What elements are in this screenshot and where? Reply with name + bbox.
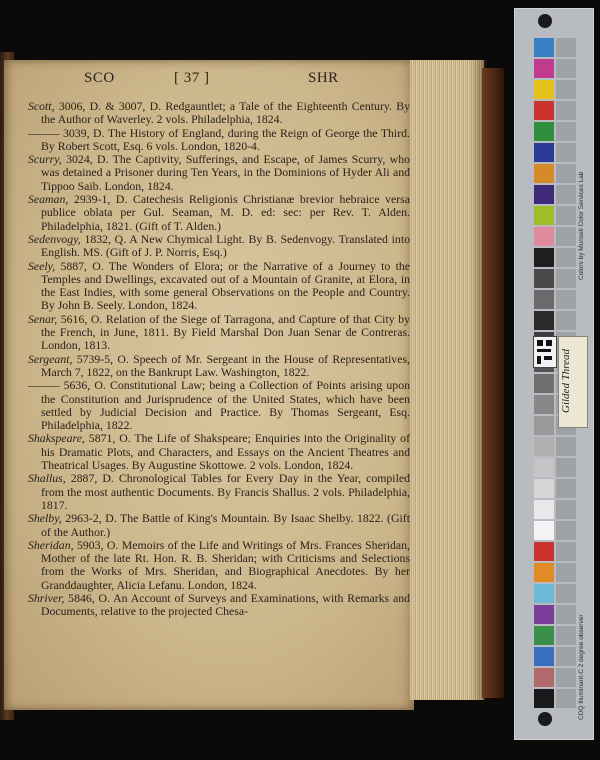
entry-text: 5903, O. Memoirs of the Life and Writings of Mrs. Frances Sheridan, Mother of the late Rt. Hon. R. B. Sheridan; with Criticisms and Selections from the Works of Mrs. Sheridan, and Biographical Anecdotes. By her Granddaughter, Alicia Lefanu. London, 1824. [41, 537, 410, 592]
entry-text: 5739-5, O. Speech of Mr. Sergeant in the House of Representatives, March 7, 1822, on the Bankrupt Law. Washington, 1822. [41, 351, 410, 379]
density-cell [556, 584, 576, 603]
entry-text: 5887, O. The Wonders of Elora; or the Narrative of a Journey to the Temples and Dwellings, excavated out of a Mountain of Granite, at Elora, in the East Indies, with some general Observations on the People and Country. By John B. Seely. London, 1824. [41, 258, 410, 313]
density-cell [556, 80, 576, 99]
entry-text: 5636, O. Constitutional Law; being a Collection of Points arising upon the Constitution and Jurisprudence of the United States, which have been settled by Judicial Decision and Practice. By Thomas Sergeant, Esq. Philadelphia, 1822. [41, 378, 410, 433]
catalog-entry [28, 260, 410, 313]
color-swatch [534, 437, 554, 456]
entry-author: Shriver, [28, 590, 65, 605]
color-swatch [534, 500, 554, 519]
density-cell [556, 500, 576, 519]
catalog-entry [28, 233, 410, 260]
page-number: [ 37 ] [174, 70, 210, 86]
entry-author: Scurry, [28, 152, 62, 167]
color-swatch [534, 374, 554, 393]
entry-text: 5846, O. An Account of Surveys and Examinations, with Remarks and Documents, relative to the projected Chesa- [41, 590, 410, 619]
density-cell [556, 647, 576, 666]
entry-author: Shelby, [28, 511, 62, 526]
density-cell [556, 143, 576, 162]
color-swatch [534, 416, 554, 435]
density-cell [556, 626, 576, 645]
color-swatch [534, 80, 554, 99]
entry-text: 2939-1, D. Catechesis Religionis Christianæ brevior hebraice versa publice oblata per Gul. Seaman, M. D. ed: sec: per Rev. T. Alden. Philadelphia, 1821. (Gift of T. Alden.) [41, 192, 410, 233]
entry-author: Shallus, [28, 471, 66, 486]
color-swatch [534, 647, 554, 666]
entry-text: 3006, D. & 3007, D. Redgauntlet; a Tale of the Eighteenth Century. By the Author of Waverley. 2 vols. Philadelphia, 1824. [41, 99, 410, 127]
color-swatch [534, 563, 554, 582]
entry-author: Scott, [28, 99, 55, 113]
entry-text: 3024, D. The Captivity, Sufferings, and Escape, of James Scurry, who was detained a Prisoner during Ten Years, in the Dominions of Hyder Ali and Tippoo Saib. London, 1824. [41, 152, 410, 193]
color-swatch [534, 101, 554, 120]
entry-author: Senar, [28, 311, 58, 326]
header-right: SHR [308, 70, 339, 86]
density-cell [556, 521, 576, 540]
entry-author: Seely, [28, 258, 56, 273]
density-cell [556, 248, 576, 267]
catalog-entry [28, 432, 410, 472]
entry-author: ——— [28, 378, 60, 393]
catalog-entry [28, 127, 410, 154]
catalog-entry [28, 100, 410, 127]
density-cell [556, 269, 576, 288]
catalog-entry [28, 539, 410, 592]
card-text-top: Colors by Munsell Color Services Lab [578, 171, 585, 280]
density-cell [556, 437, 576, 456]
density-cell [556, 563, 576, 582]
density-cell [556, 605, 576, 624]
catalog-entry [28, 379, 410, 432]
entry-author: Sheridan, [28, 537, 74, 552]
card-hole-top [538, 14, 552, 28]
color-swatch [534, 689, 554, 708]
color-swatch [534, 668, 554, 687]
card-label: Gilded Thread [560, 348, 572, 414]
color-swatch [534, 185, 554, 204]
color-swatch [534, 542, 554, 561]
catalog-entry [28, 512, 410, 539]
catalog-entry [28, 592, 410, 619]
color-swatch [534, 248, 554, 267]
color-swatch [534, 479, 554, 498]
density-cell [556, 122, 576, 141]
color-swatch [534, 458, 554, 477]
color-swatch [534, 38, 554, 57]
density-cell [556, 311, 576, 330]
catalog-entries [28, 100, 410, 619]
entry-text: 2963-2, D. The Battle of King's Mountain. By Isaac Shelby. 1822. (Gift of the Author.) [41, 511, 410, 539]
density-cell [556, 227, 576, 246]
density-cell [556, 185, 576, 204]
entry-author: Sedenvogy, [28, 231, 81, 246]
density-cell [556, 59, 576, 78]
catalog-entry [28, 313, 410, 353]
entry-text: 1832, Q. A New Chymical Light. By B. Sedenvogy. Translated into English. MS. (Gift of J. P. Norris, Esq.) [41, 231, 410, 260]
color-swatch [534, 521, 554, 540]
color-swatch [534, 59, 554, 78]
density-cell [556, 101, 576, 120]
color-swatch [534, 122, 554, 141]
card-text-bottom: CDQ Illuminant-C 2 degree observer [578, 614, 585, 720]
color-swatch [534, 206, 554, 225]
header-left: SCO [84, 70, 115, 86]
color-swatch [534, 605, 554, 624]
target-grid [533, 336, 557, 368]
entry-text: 3039, D. The History of England, during the Reign of George the Third. By Robert Scott, Esq. 6 vols. London, 1820-4. [41, 125, 410, 153]
catalog-entry [28, 472, 410, 512]
density-cell [556, 206, 576, 225]
density-cell [556, 458, 576, 477]
density-cell [556, 668, 576, 687]
color-swatch [534, 164, 554, 183]
density-cell [556, 164, 576, 183]
density-cell [556, 689, 576, 708]
color-swatch [534, 269, 554, 288]
color-swatch [534, 395, 554, 414]
density-cell [556, 38, 576, 57]
color-swatch [534, 290, 554, 309]
color-swatch [534, 227, 554, 246]
density-cell [556, 542, 576, 561]
density-cell [556, 479, 576, 498]
entry-author: Sergeant, [28, 351, 73, 366]
catalog-entry [28, 193, 410, 233]
color-swatch [534, 311, 554, 330]
color-swatches [534, 38, 560, 728]
density-cell [556, 290, 576, 309]
entry-text: 2887, D. Chronological Tables for Every Day in the Year, compiled from the most authentic Documents. By Francis Shallus. 2 vols. Philadelphia, 1817. [41, 471, 410, 512]
entry-author: ——— [28, 125, 60, 140]
color-swatch [534, 584, 554, 603]
catalog-entry [28, 353, 410, 380]
entry-text: 5871, O. The Life of Shakspeare; Enquiries into the Originality of his Dramatic Plots, and Characters, and Essays on the Ancient Theatres and Theatrical Usages. By Augustine Skottowe. 2 vols. London, 1824. [41, 431, 410, 473]
entry-author: Shakspeare, [28, 431, 85, 446]
catalog-entry [28, 153, 410, 193]
color-swatch [534, 143, 554, 162]
color-swatch [534, 626, 554, 645]
entry-author: Seaman, [28, 192, 69, 207]
entry-text: 5616, O. Relation of the Siege of Tarragona, and Capture of that City by the French, in June, 1811. By Field Marshal Don Juan Senar de Contreras. London, 1813. [41, 311, 410, 353]
back-cover [482, 68, 504, 698]
